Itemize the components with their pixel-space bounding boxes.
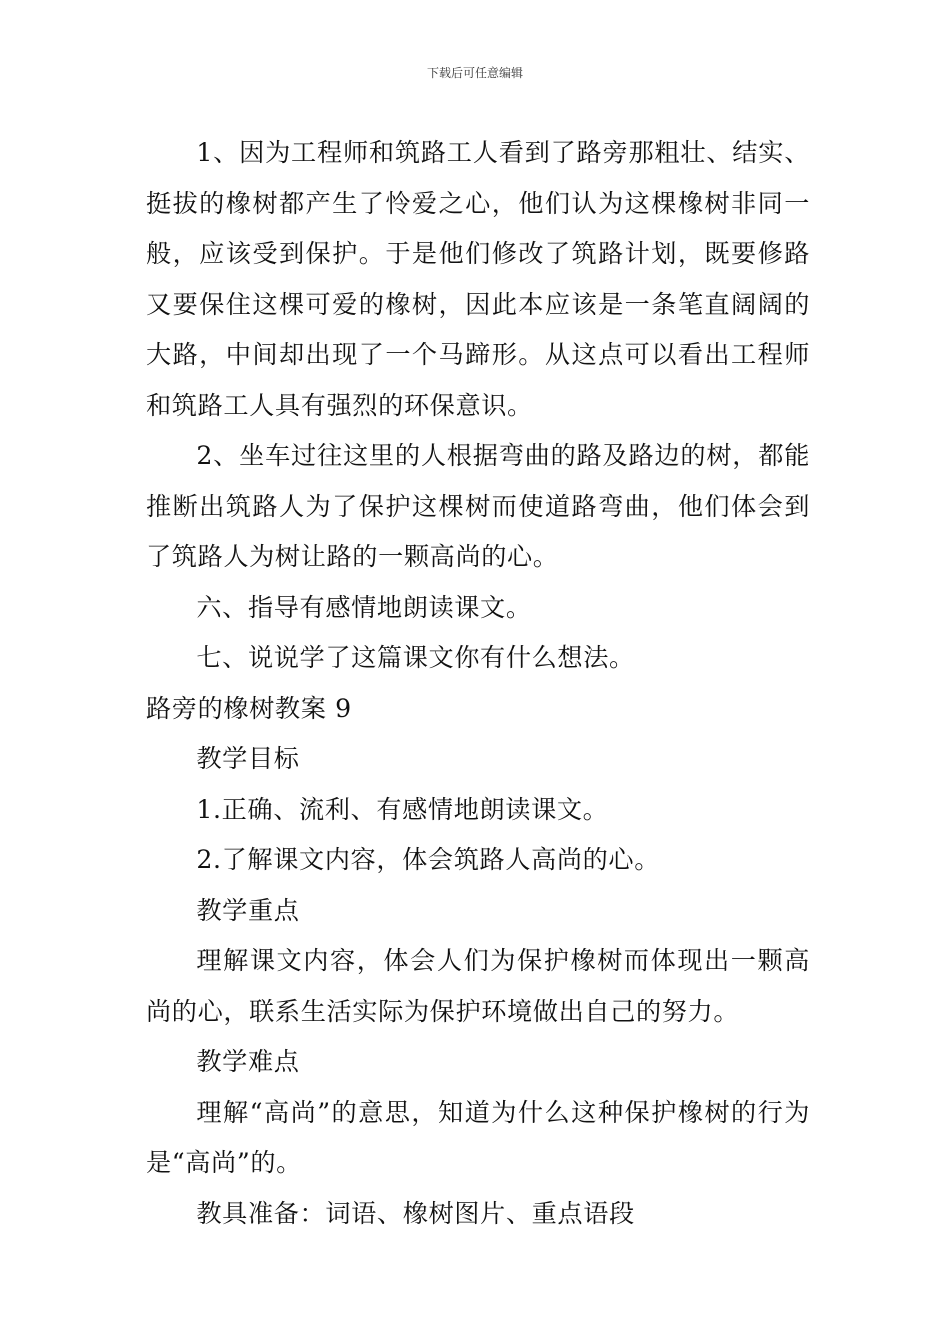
page-header: 下载后可任意编辑 [426,66,523,80]
goal-item-1: 1.正确、流利、有感情地朗读课文。 [196,794,609,824]
section-heading-goals: 教学目标 [196,744,300,773]
section-heading-key-points: 教学重点 [196,895,300,925]
paragraph-answer-1: 1、因为工程师和筑路工人看到了路旁那粗壮、结实、挺拔的橡树都产生了怜爱之心，他们认为这棵橡树非同一般，应该受到保护。于是他们修改了筑路计划，既要修路又要保住这棵可爱的橡树，因此本应该是一条笔直阔阔的大路，中间却出现了一个马蹄形。从这点可以看出工程师和筑路工人具有强烈的环保意识。 [146,138,810,420]
key-points-text: 理解课文内容，体会人们为保护橡树而体现出一颗高尚的心，联系生活实际为保护环境做出自己的努力。 [146,946,810,1026]
goal-item-2: 2.了解课文内容，体会筑路人高尚的心。 [196,845,661,874]
paragraph-step-6: 六、指导有感情地朗读课文。 [196,592,532,622]
difficulties-text: 理解“高尚”的意思，知道为什么这种保护橡树的行为是“高尚”的。 [146,1097,810,1177]
materials-text: 教具准备：词语、橡树图片、重点语段 [196,1198,635,1228]
lesson-title: 路旁的橡树教案 9 [146,693,352,723]
paragraph-step-7: 七、说说学了这篇课文你有什么想法。 [196,643,635,672]
section-heading-difficulties: 教学难点 [196,1047,300,1076]
document-body [146,128,810,1239]
paragraph-answer-2: 2、坐车过往这里的人根据弯曲的路及路边的树，都能推断出筑路人为了保护这棵树而使道路弯曲，他们体会到了筑路人为树让路的一颗高尚的心。 [146,441,810,571]
